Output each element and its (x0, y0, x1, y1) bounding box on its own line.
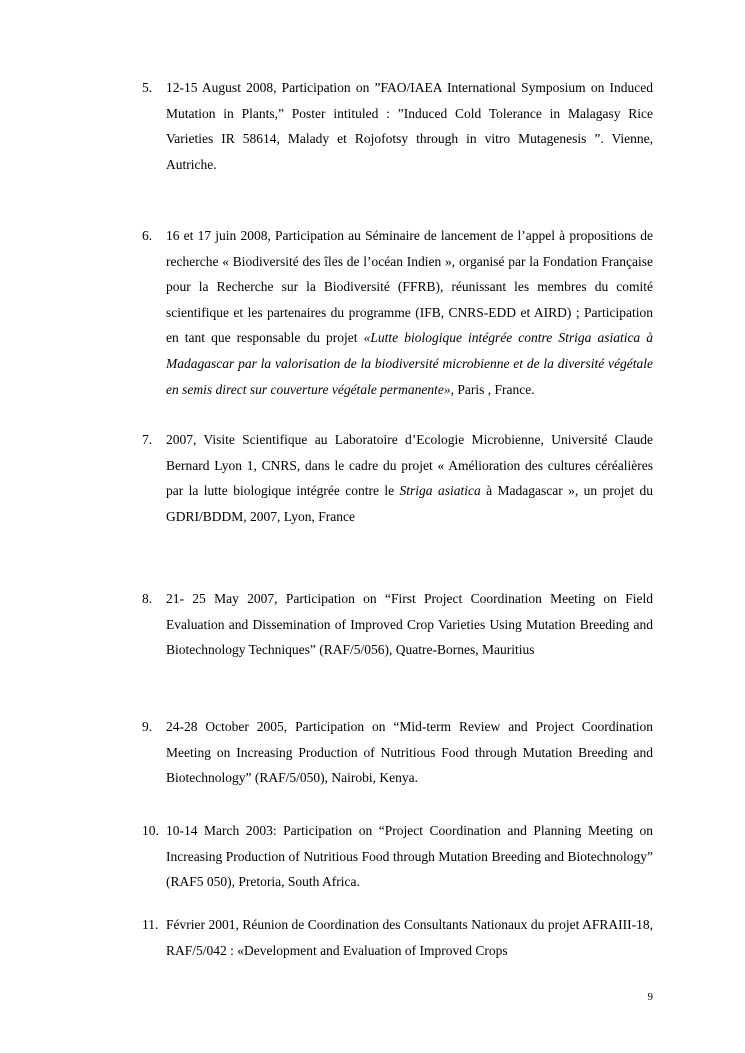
list-item-number: 7. (142, 432, 153, 447)
list-item-text-end: Paris , France. (454, 381, 535, 397)
list-item-number: 6. (142, 228, 153, 243)
list-item-text: 10-14 March 2003: Participation on “Project Coordination and Planning Meeting on Increasing Production of Nutritious Food through Mutation Breeding and Biotechnology” (RAF5 050), Pretoria, South Africa. (166, 823, 653, 890)
list-item-text: Février 2001, Réunion de Coordination des Consultants Nationaux du projet AFRAIII-18, RAF/5/042 : «Development and Evaluation of Improved Crops (166, 917, 653, 958)
page-number: 9 (647, 991, 653, 1003)
list-item-number: 11. (142, 917, 159, 932)
list-item-text-start: 2007, Visite Scientifique au Laboratoire d’Ecologie Microbienne, Université Claude Bernard Lyon 1, CNRS, dans le cadre du projet « Amélioration des cultures céréalières par la lutte biologique intégrée contre le (166, 432, 653, 499)
list-item-text: 24-28 October 2005, Participation on “Mid-term Review and Project Coordination Meeting on Increasing Production of Nutritious Food through Mutation Breeding and Biotechnology” (RAF/5/050), Nairobi, Kenya. (166, 719, 653, 786)
list-item-number: 10. (142, 823, 159, 838)
list-item (142, 714, 653, 791)
list-item (142, 75, 653, 177)
list-item-number: 5. (142, 80, 153, 95)
list-item (142, 223, 653, 402)
list-item (142, 586, 653, 663)
species-name-italic: Striga asiatica (399, 483, 481, 499)
project-title-italic: «Lutte biologique intégrée contre Striga asiatica à Madagascar par la valorisation de la biodiversité microbienne et de la diversité végétale en semis direct sur couverture végétale permanente», (166, 330, 654, 397)
list-item-text-start: 16 et 17 juin 2008, Participation au Séminaire de lancement de l’appel à propositions de recherche « Biodiversité des îles de l’océan Indien », organisé par la Fondation Française pour la Recherche sur la Biodiversité (FFRB), réunissant les membres du comité scientifique et les partenaires du programme (IFB, CNRS-EDD et AIRD) ; Participation en tant que responsable du projet (166, 228, 653, 346)
list-item (142, 818, 653, 895)
list-item-text: 21- 25 May 2007, Participation on “First Project Coordination Meeting on Field Evaluation and Dissemination of Improved Crop Varieties Using Mutation Breeding and Biotechnology Techniques” (RAF/5/056), Quatre-Bornes, Mauritius (166, 591, 653, 658)
list-item-text: 12-15 August 2008, Participation on ”FAO/IAEA International Symposium on Induced Mutation in Plants,” Poster intituled : ”Induced Cold Tolerance in Malagasy Rice Varieties IR 58614, Malady et Rojofotsy through in vitro Mutagenesis ”. Vienne, Autriche. (166, 80, 653, 172)
list-item-number: 8. (142, 591, 153, 606)
list-item-text (166, 427, 653, 529)
list-item-text (166, 223, 653, 402)
list-item-text-end: à Madagascar », un projet du GDRI/BDDM, 2007, Lyon, France (166, 483, 653, 524)
list-item (142, 912, 653, 963)
list-item (142, 427, 653, 529)
list-item-number: 9. (142, 719, 153, 734)
